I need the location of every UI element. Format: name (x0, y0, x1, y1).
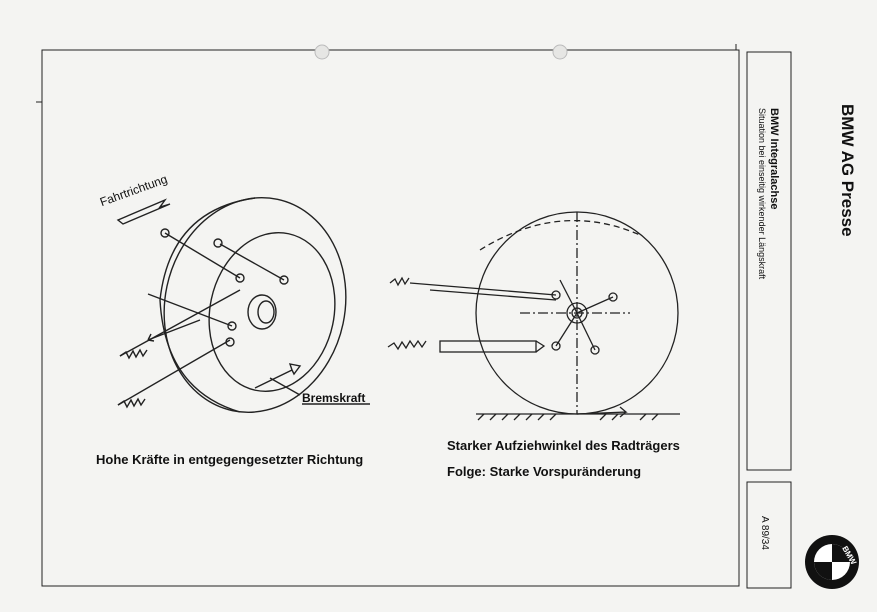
document-number: A 89/34 (759, 516, 770, 550)
bmw-logo (805, 535, 859, 589)
brand-title: BMW AG Presse (838, 104, 857, 237)
punch-hole (315, 45, 329, 59)
document-title: BMW Integralachse (768, 108, 780, 210)
right-wheel-diagram (388, 212, 680, 420)
direction-label: Fahrtrichtung (98, 171, 170, 210)
logo-text: BMW (840, 544, 859, 567)
brake-force-label: Bremskraft (302, 391, 366, 405)
punch-hole (553, 45, 567, 59)
left-figure-caption: Hohe Kräfte in entgegengesetzter Richtung (96, 452, 364, 467)
right-figure-caption-line2: Folge: Starke Vorspuränderung (447, 464, 642, 479)
document-subtitle: Situation bei einseitig wirkender Längskraft (757, 108, 767, 280)
right-figure-caption-line1: Starker Aufziehwinkel des Radträgers (447, 438, 680, 453)
